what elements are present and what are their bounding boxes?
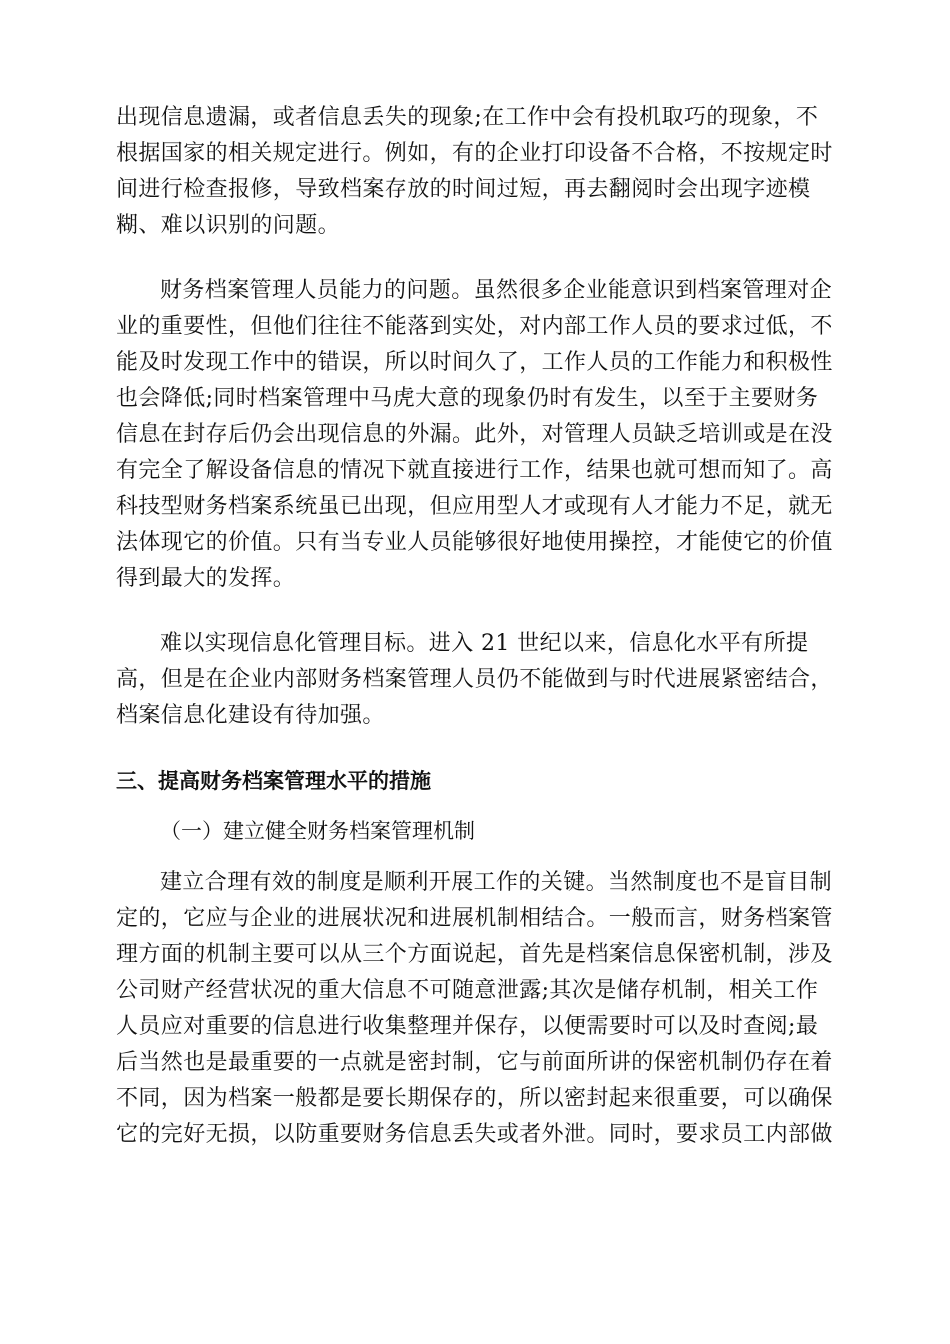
text-line: 信息在封存后仍会出现信息的外漏。此外，对管理人员缺乏培训或是在没 [116,422,833,447]
text-line: 科技型财务档案系统虽已出现，但应用型人才或现有人才能力不足，就无 [116,494,833,519]
text-line: 间进行检查报修，导致档案存放的时间过短，再去翻阅时会出现字迹模 [116,177,811,202]
text-line: 根据国家的相关规定进行。例如，有的企业打印设备不合格，不按规定时 [116,141,833,166]
text-line: 后当然也是最重要的一点就是密封制，它与前面所讲的保密机制仍存在着 [116,1050,833,1075]
paragraph-staff-ability [116,273,836,597]
text-line: 理方面的机制主要可以从三个方面说起，首先是档案信息保密机制，涉及 [116,942,833,967]
text-line: 得到最大的发挥。 [116,566,296,591]
text-line: 法体现它的价值。只有当专业人员能够很好地使用操控，才能使它的价值 [116,530,833,555]
text-line: 不同，因为档案一般都是要长期保存的，所以密封起来很重要，可以确保 [116,1086,833,1111]
text-line: 业的重要性，但他们往往不能落到实处，对内部工作人员的要求过低，不 [116,314,833,339]
text-line: 它的完好无损，以防重要财务信息丢失或者外泄。同时，要求员工内部做 [116,1122,833,1147]
paragraph-archive-risk [116,100,836,244]
text-line: 出现信息遗漏，或者信息丢失的现象;在工作中会有投机取巧的现象，不 [116,105,819,130]
text-line: 能及时发现工作中的错误，所以时间久了，工作人员的工作能力和积极性 [116,350,833,375]
text-line: 公司财产经营状况的重大信息不可随意泄露;其次是储存机制，相关工作 [116,978,819,1003]
text-line: 定的，它应与企业的进展状况和进展机制相结合。一般而言，财务档案管 [116,906,833,931]
subsection-heading: （一）建立健全财务档案管理机制 [160,819,475,843]
paragraph-mechanism [116,865,836,1153]
paragraph-informatization [116,626,836,734]
text-line: 人员应对重要的信息进行收集整理并保存，以便需要时可以及时查阅;最 [116,1014,819,1039]
section-heading: 三、提高财务档案管理水平的措施 [116,769,431,793]
text-line: 有完全了解设备信息的情况下就直接进行工作，结果也就可想而知了。高 [116,458,833,483]
text-line: 糊、难以识别的问题。 [116,213,341,238]
text-line: 建立合理有效的制度是顺利开展工作的关键。当然制度也不是盲目制 [160,870,833,895]
text-line: 难以实现信息化管理目标。进入 21 世纪以来，信息化水平有所提 [160,631,809,656]
text-line: 财务档案管理人员能力的问题。虽然很多企业能意识到档案管理对企 [160,278,833,303]
document-page [116,100,836,1153]
text-line: 高，但是在企业内部财务档案管理人员仍不能做到与时代进展紧密结合， [116,667,833,692]
text-line: 档案信息化建设有待加强。 [116,703,385,728]
text-line: 也会降低;同时档案管理中马虎大意的现象仍时有发生，以至于主要财务 [116,386,819,411]
